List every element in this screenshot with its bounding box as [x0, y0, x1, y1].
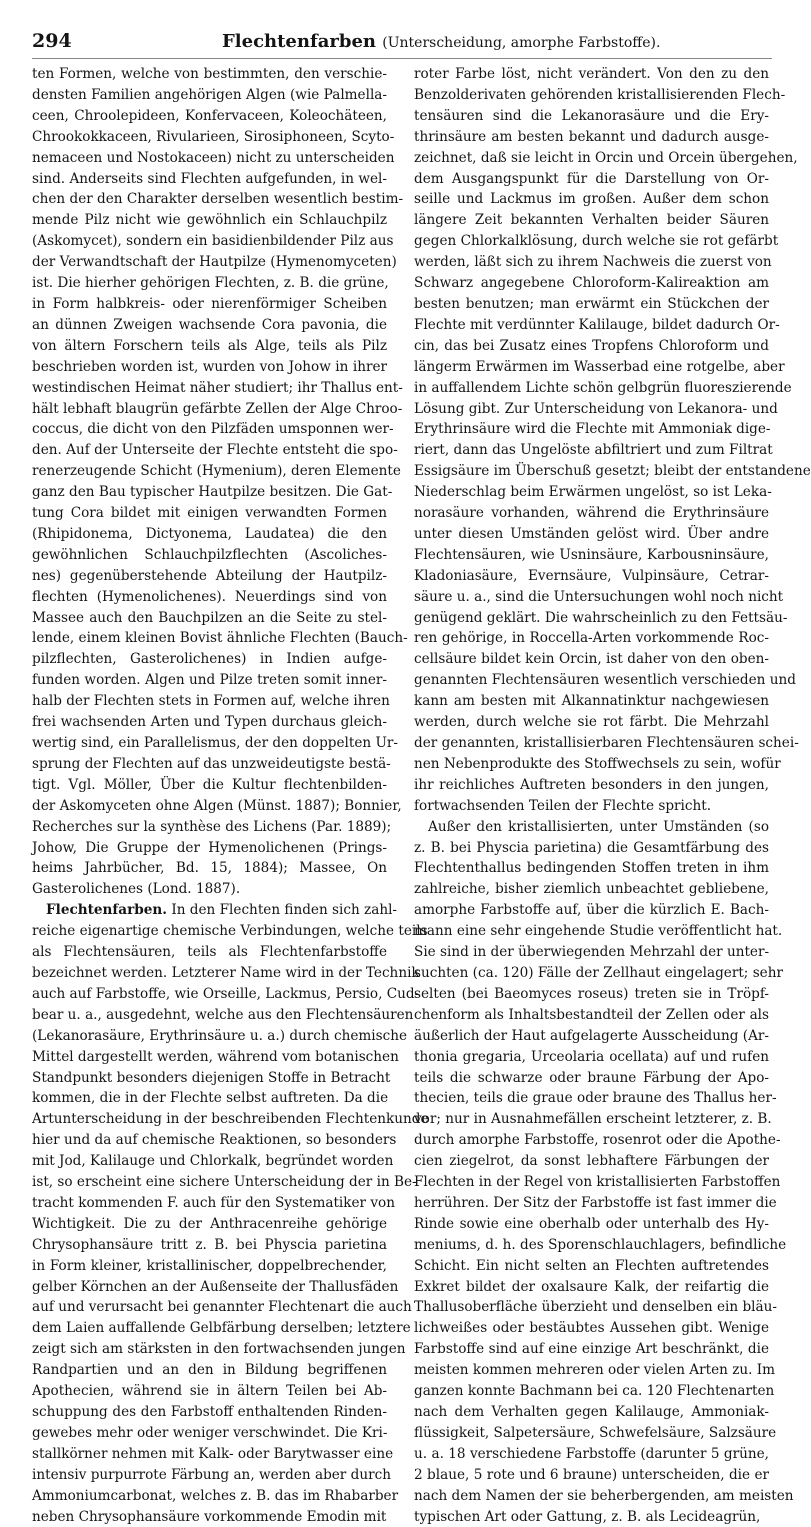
text-line: tracht kommenden F. auch für den Systematiker von [32, 1194, 395, 1211]
text-line: ist. Die hierher gehörigen Flechten, z. B. die grüne, [32, 275, 389, 292]
text-line: meniums, d. h. des Sporenschlauchlagers, befindliche [414, 1236, 787, 1253]
text-line: Lösung gibt. Zur Unterscheidung von Lekanora- und [414, 400, 778, 417]
text-line: an dünnen Zweigen wachsende Cora pavonia, die [32, 316, 387, 333]
text-line: funden worden. Algen und Pilze treten somit inner- [32, 672, 387, 689]
text-line: hier und da auf chemische Reaktionen, so besonders [32, 1132, 397, 1149]
text-line: Randpartien und an den in Bildung begriffenen [32, 1362, 387, 1379]
text-line: Flechtenthallus bedingenden Stoffen treten in ihm [414, 860, 769, 877]
text-line: mann eine sehr eingehende Studie veröffentlicht hat. [414, 923, 783, 940]
text-line: Chrysophansäure tritt z. B. bei Physcia parietina [32, 1236, 387, 1253]
text-line: heims Jahrbücher, Bd. 15, 1884); Massee, On [32, 860, 387, 877]
text-line: flechten (Hymenolichenes). Neuerdings sind von [32, 588, 387, 605]
text-line: Flechtensäuren, wie Usninsäure, Karbousninsäure, [414, 546, 769, 563]
text-line: Benzolderivaten gehörenden kristallisierenden Flech- [414, 86, 786, 103]
text-line: Standpunkt besonders diejenigen Stoffe in Betracht [32, 1069, 391, 1086]
text-line: thecien, teils die graue oder braune des Thallus her- [414, 1090, 777, 1107]
text-line: auch auf Farbstoffe, wie Orseille, Lackmus, Persio, Cud- [32, 985, 420, 1002]
text-line: säure u. a., sind die Untersuchungen wohl noch nicht [414, 588, 784, 605]
text-line: selten (bei Baeomyces roseus) treten sie in Tröpf- [414, 985, 769, 1002]
text-line: Schicht. Ein nicht selten an Flechten auftretendes [414, 1257, 769, 1274]
text-line: Erythrinsäure wird die Flechte mit Ammoniak dige- [414, 421, 771, 438]
text-line: suchten (ca. 120) Fälle der Zellhaut eingelagert; sehr [414, 964, 783, 981]
text-line: tung Cora bildet mit einigen verwandten Formen [32, 505, 387, 522]
text-line: Johow, Die Gruppe der Hymenolichenen (Prings- [32, 839, 387, 856]
running-title-main: Flechtenfarben [222, 31, 376, 52]
text-line: genügend geklärt. Die wahrscheinlich zu den Fettsäu- [414, 609, 788, 626]
text-line: durch amorphe Farbstoffe, rosenrot oder die Apothe- [414, 1132, 781, 1149]
text-line: Artunterscheidung in der beschreibenden Flechtenkunde [32, 1111, 429, 1128]
text-line: tensäuren sind die Lekanorasäure und die Ery- [414, 107, 769, 124]
text-line: der Askomyceten ohne Algen (Münst. 1887); Bonnier, [32, 797, 402, 814]
text-line: ganz den Bau typischer Hautpilze besitzen. Die Gat- [32, 484, 393, 501]
text-line: Flechtenfarben. In den Flechten finden sich zahl- [46, 902, 398, 919]
text-line: Rinde sowie eine oberhalb oder unterhalb des Hy- [414, 1215, 769, 1232]
text-line: schuppung des den Farbstoff enthaltenden Rinden- [32, 1404, 387, 1420]
text-line: werden, läßt sich zu ihrem Nachweis die zuerst von [414, 254, 772, 271]
text-line: tigt. Vgl. Möller, Über die Kultur flechtenbilden- [32, 776, 387, 793]
text-line: der genannten, kristallisierbaren Flechtensäuren schei- [414, 735, 799, 751]
text-line: zeichnet, daß sie leicht in Orcin und Orcein übergehen, [414, 149, 798, 166]
text-line: Essigsäure im Überschuß gesetzt; bleibt der entstandene [414, 463, 811, 480]
text-line: mende Pilz nicht wie gewöhnlich ein Schlauchpilz [32, 212, 387, 229]
text-line: in Form kleiner, kristallinischer, doppelbrechender, [32, 1257, 387, 1274]
text-line: halb der Flechten stets in Formen auf, welche ihren [32, 693, 390, 710]
right-text-column [414, 64, 811, 1525]
text-line: Kladoniasäure, Evernsäure, Vulpinsäure, Cetrar- [414, 567, 769, 584]
text-line: gelber Körnchen an der Außenseite der Thallusfäden [32, 1278, 399, 1295]
text-line: pilzflechten, Gasterolichenes) in Indien aufge- [32, 651, 387, 668]
text-line: gewebes mehr oder weniger verschwindet. Die Kri- [32, 1424, 388, 1441]
text-line: vor; nur in Ausnahmefällen erscheint letzterer, z. B. [414, 1111, 772, 1128]
running-title [222, 31, 660, 52]
text-line: Exkret bildet der oxalsaure Kalk, der reifartig die [414, 1278, 769, 1295]
text-line: Apothecien, während sie in ältern Teilen bei Ab- [32, 1383, 387, 1400]
text-line: herrühren. Der Sitz der Farbstoffe ist fast immer die [414, 1194, 777, 1211]
text-line: dem Ausgangspunkt für die Darstellung von Or- [414, 170, 769, 187]
running-title-subtitle: (Unterscheidung, amorphe Farbstoffe). [382, 35, 661, 51]
text-line: ihr reichliches Auftreten besonders in den jungen, [414, 776, 769, 793]
text-line: flüssigkeit, Salpetersäure, Schwefelsäure, Salzsäure [414, 1424, 777, 1441]
text-line: neben Chrysophansäure vorkommende Emodin mit [32, 1508, 387, 1525]
text-line: westindischen Heimat näher studiert; ihr Thallus ent- [32, 379, 403, 396]
text-line: lichweißes oder bestäubtes Aussehen gibt. Wenige [414, 1320, 769, 1337]
text-line: Thallusoberfläche überzieht und denselben ein bläu- [414, 1299, 777, 1316]
text-line: wertig sind, ein Parallelismus, der den doppelten Ur- [32, 735, 399, 751]
text-line: kann am besten mit Alkannatinktur nachgewiesen [414, 693, 769, 710]
text-line: norasäure vorhanden, während die Erythrinsäure [414, 505, 769, 522]
text-line: amorphe Farbstoffe auf, über die kürzlich E. Bach- [414, 902, 769, 919]
text-line: thonia gregaria, Urceolaria ocellata) auf und rufen [414, 1048, 769, 1065]
text-line: stallkörner nehmen mit Kalk- oder Barytwasser eine [32, 1445, 394, 1462]
text-line: bezeichnet werden. Letzterer Name wird in der Technik [32, 964, 420, 981]
text-line: längerm Erwärmen im Wasserbad eine rotgelbe, aber [414, 358, 785, 375]
text-line: ceen, Chroolepideen, Konfervaceen, Koleochäteen, [32, 107, 387, 124]
page-number: 294 [32, 30, 72, 52]
text-line: Recherches sur la synthèse des Lichens (Par. 1889); [32, 818, 392, 835]
text-line: intensiv purpurrote Färbung an, werden aber durch [32, 1466, 391, 1483]
text-line: gewöhnlichen Schlauchpilzflechten (Ascoliches- [32, 546, 387, 563]
text-line: seille und Lackmus im großen. Außer dem schon [414, 191, 769, 208]
text-line: typischen Art oder Gattung, z. B. als Lecideagrün, [414, 1508, 761, 1525]
text-line: chen der den Charakter derselben wesentlich bestim- [32, 191, 404, 208]
text-line: ist, so erscheint eine sichere Unterscheidung der in Be- [32, 1174, 417, 1191]
text-line: cellsäure bildet kein Orcin, ist daher von den oben- [414, 651, 769, 668]
text-line: chenform als Inhaltsbestandteil der Zellen oder als [414, 1006, 769, 1023]
text-line: u. a. 18 verschiedene Farbstoffe (darunter 5 grüne, [414, 1445, 769, 1462]
text-line: Gasterolichenes (Lond. 1887). [32, 881, 241, 898]
text-line: von ältern Forschern teils als Alge, teils als Pilz [32, 337, 387, 354]
text-line: ren gehörige, in Roccella-Arten vorkommende Roc- [414, 630, 769, 647]
text-line: dem Laien auffallende Gelbfärbung derselben; letztere [32, 1320, 411, 1337]
text-line: auf und verursacht bei genannter Flechtenart die auch [32, 1299, 412, 1316]
text-line: beschrieben worden ist, wurden von Johow in ihrer [32, 358, 387, 375]
text-line: densten Familien angehörigen Algen (wie Palmella- [32, 86, 387, 103]
text-line: in auffallendem Lichte schön gelbgrün fluoreszierende [414, 379, 792, 396]
text-line: zeigt sich am stärksten in den fortwachsenden jungen [32, 1341, 406, 1358]
text-line: Schwarz angegebene Chloroform-Kalireaktion am [414, 275, 769, 292]
text-line: als Flechtensäuren, teils als Flechtenfarbstoffe [32, 944, 387, 961]
text-line: Ammoniumcarbonat, welches z. B. das im Rhabarber [32, 1487, 399, 1504]
text-line: renerzeugende Schicht (Hymenium), deren Elemente [32, 463, 401, 480]
text-line: zahlreiche, bisher ziemlich unbeachtet gebliebene, [414, 881, 769, 898]
text-line: hält lebhaft blaugrün gefärbte Zellen der Alge Chroo- [32, 400, 403, 417]
text-line: (Lekanorasäure, Erythrinsäure u. a.) durch chemische [32, 1027, 408, 1044]
article-headword: Flechtenfarben. [46, 902, 168, 919]
text-line: lende, einem kleinen Bovist ähnliche Flechten (Bauch- [32, 630, 408, 647]
text-line: coccus, die dicht von den Pilzfäden umsponnen wer- [32, 421, 394, 438]
text-line: sprung der Flechten auf das unzweideutigste bestä- [32, 755, 391, 772]
text-line: Flechten in der Regel von kristallisierten Farbstoffen [414, 1174, 781, 1191]
text-line: nach dem Verhalten gegen Kalilauge, Ammoniak- [414, 1404, 769, 1420]
text-line: nes) gegenüberstehende Abteilung der Hautpilz- [32, 567, 387, 584]
text-line: (Rhipidonema, Dictyonema, Laudatea) die den [32, 525, 387, 542]
left-text-column [32, 64, 429, 1525]
text-line: Niederschlag beim Erwärmen ungelöst, so ist Leka- [414, 484, 772, 501]
text-line: Chrookokkaceen, Rivularieen, Sirosiphoneen, Scyto- [32, 128, 395, 145]
page-header [32, 30, 772, 59]
text-line: Außer den kristallisierten, unter Umständen (so [428, 818, 769, 835]
text-line: ganzen konnte Bachmann bei ca. 120 Flechtenarten [414, 1383, 775, 1400]
text-line: frei wachsenden Arten und Typen durchaus gleich- [32, 714, 387, 731]
text-line: werden, durch welche sie rot färbt. Die Mehrzahl [414, 714, 769, 731]
text-line: Farbstoffe sind auf eine einzige Art beschränkt, die [414, 1341, 769, 1358]
text-line: z. B. bei Physcia parietina) die Gesamtfärbung des [414, 839, 769, 856]
text-line: thrinsäure am besten bekannt und dadurch ausge- [414, 128, 769, 145]
text-line: cin, das bei Zusatz eines Tropfens Chloroform und [414, 337, 769, 354]
text-line: ten Formen, welche von bestimmten, den verschie- [32, 66, 387, 82]
text-line: meisten kommen mehreren oder vielen Arten zu. Im [414, 1362, 776, 1379]
text-line: besten benutzen; man erwärmt ein Stückchen der [414, 295, 769, 312]
text-line: äußerlich der Haut aufgelagerte Ausscheidung (Ar- [414, 1027, 769, 1044]
text-line: riert, dann das Ungelöste abfiltriert und zum Filtrat [414, 442, 773, 459]
text-line: nen Nebenprodukte des Stoffwechsels zu sein, wofür [414, 755, 781, 772]
text-line: Flechte mit verdünnter Kalilauge, bildet dadurch Or- [414, 316, 780, 333]
text-line: 2 blaue, 5 rote und 6 braune) unterscheiden, die er [414, 1466, 769, 1483]
text-line: (Askomycet), sondern ein basidienbildender Pilz aus [32, 233, 394, 250]
text-line: nach dem Namen der sie beherbergenden, am meisten [414, 1487, 794, 1504]
text-line: kommen, die in der Flechte selbst auftreten. Da die [32, 1090, 389, 1107]
text-line: mit Jod, Kalilauge und Chlorkalk, begründet worden [32, 1153, 394, 1170]
text-line: Wichtigkeit. Die zu der Anthracenreihe gehörige [32, 1215, 387, 1232]
text-line: unter diesen Umständen gelöst wird. Über andre [414, 525, 769, 542]
text-line: den. Auf der Unterseite der Flechte entsteht die spo- [32, 442, 398, 459]
text-line: gegen Chlorkalklösung, durch welche sie rot gefärbt [414, 233, 779, 250]
text-line: fortwachsenden Teilen der Flechte spricht. [414, 797, 712, 814]
text-line: nemaceen und Nostokaceen) nicht zu unterscheiden [32, 149, 395, 166]
text-line: roter Farbe löst, nicht verändert. Von den zu den [414, 66, 769, 82]
text-line: reiche eigenartige chemische Verbindungen, welche teils [32, 923, 428, 940]
text-line: teils die schwarze oder braune Färbung der Apo- [414, 1069, 769, 1086]
text-line: Massee auch den Bauchpilzen an die Seite zu stel- [32, 609, 387, 626]
text-line: der Verwandtschaft der Hautpilze (Hymenomyceten) [32, 254, 397, 271]
text-line: sind. Anderseits sind Flechten aufgefunden, in wel- [32, 170, 387, 187]
text-line: Mittel dargestellt werden, während vom botanischen [32, 1048, 399, 1065]
text-line: bear u. a., ausgedehnt, welche aus den Flechtensäuren [32, 1006, 414, 1023]
text-line: in Form halbkreis- oder nierenförmiger Scheiben [32, 295, 387, 312]
text-line: längere Zeit bekannten Verhalten beider Säuren [414, 212, 769, 229]
text-line: Sie sind in der überwiegenden Mehrzahl der unter- [414, 944, 770, 961]
text-line: genannten Flechtensäuren wesentlich verschieden und [414, 672, 796, 689]
text-line: cien ziegelrot, da sonst lebhaftere Färbungen der [414, 1153, 769, 1170]
